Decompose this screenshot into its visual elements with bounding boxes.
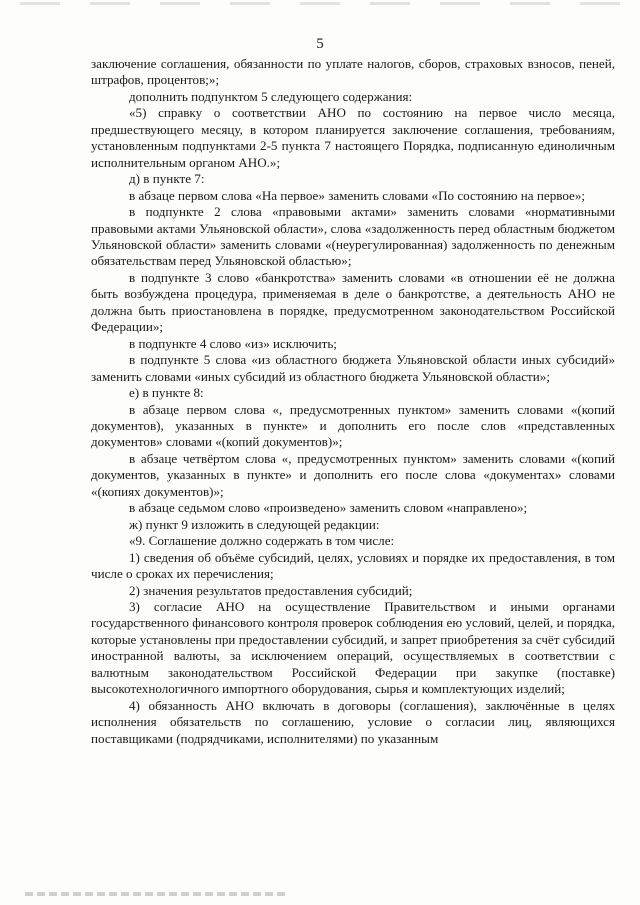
scan-artifact-top — [20, 2, 620, 5]
paragraph: в подпункте 2 слова «правовыми актами» заменить словами «нормативными правовыми актами Ульяновской области», слова «задолженность перед областным бюджетом Ульяновской области» заменить словами «(неурегулированная) задолженность по денежным обязательствам перед Ульяновской областью»; — [91, 204, 615, 269]
paragraph: 4) обязанность АНО включать в договоры (соглашения), заключённые в целях исполнения обязательств по соглашению, условие о согласии лиц, являющихся поставщиками (подрядчиками, исполнителями) по указанным — [91, 697, 615, 746]
paragraph: в подпункте 4 слово «из» исключить; — [129, 335, 337, 351]
paragraph: е) в пункте 8: — [129, 385, 204, 401]
document-body — [91, 56, 615, 747]
paragraph: в абзаце седьмом слово «произведено» заменить словом «направлено»; — [129, 500, 528, 516]
paragraph: в абзаце первом слова «, предусмотренных пунктом» заменить словами «(копий документов), указанных в пункте» и дополнить его после слов «представленных документов» словами «(копий документов)»; — [91, 401, 615, 450]
paragraph: 2) значения результатов предоставления субсидий; — [129, 582, 413, 598]
paragraph: заключение соглашения, обязанности по уплате налогов, сборов, страховых взносов, пеней, штрафов, процентов;»; — [91, 56, 615, 88]
paragraph: ж) пункт 9 изложить в следующей редакции: — [129, 516, 380, 532]
page-number: 5 — [316, 36, 324, 52]
paragraph: 1) сведения об объёме субсидий, целях, условиях и порядке их предоставления, в том числе о сроках их перечисления; — [91, 549, 615, 582]
paragraph: в абзаце первом слова «На первое» заменить словами «По состоянию на первое»; — [129, 187, 586, 203]
paragraph: в абзаце четвёртом слова «, предусмотренных пунктом» заменить словами «(копий документов, указанных в пункте» и дополнить его после слова «документах» словами «(копиях документов)»; — [91, 450, 615, 499]
paragraph: в подпункте 5 слова «из областного бюджета Ульяновской области иных субсидий» заменить словами «иных субсидий из областного бюджета Ульяновской области»; — [91, 352, 615, 384]
paragraph: 3) согласие АНО на осуществление Правительством и иными органами государственного финансового контроля проверок соблюдения ею условий, целей, и порядка, которые установлены при предоставлении субсидий, и запрет приобретения за счёт субсидий иностранной валюты, за исключением операций, осуществляемых в соответствии с валютным законодательством Российской Федерации при закупке (поставке) высокотехнологичного импортного оборудования, сырья и комплектующих изделий; — [91, 598, 615, 697]
paragraph: «5) справку о соответствии АНО по состоянию на первое число месяца, предшествующего месяцу, в котором планируется заключение соглашения, требованиям, установленным подпунктами 2-5 пункта 7 настоящего Порядка, подписанную единоличным исполнительным органом АНО.»; — [91, 105, 615, 170]
paragraph: дополнить подпунктом 5 следующего содержания: — [129, 88, 413, 104]
scan-artifact-bottom — [25, 892, 285, 896]
paragraph: в подпункте 3 слово «банкротства» заменить словами «в отношении её не должна быть возбуждена процедура, применяемая в деле о банкротстве, а деятельность АНО не должна быть приостановлена в порядке, предусмотренном законодательством Российской Федерации»; — [91, 269, 615, 335]
paragraph: «9. Соглашение должно содержать в том числе: — [129, 533, 395, 549]
paragraph: д) в пункте 7: — [129, 171, 205, 187]
